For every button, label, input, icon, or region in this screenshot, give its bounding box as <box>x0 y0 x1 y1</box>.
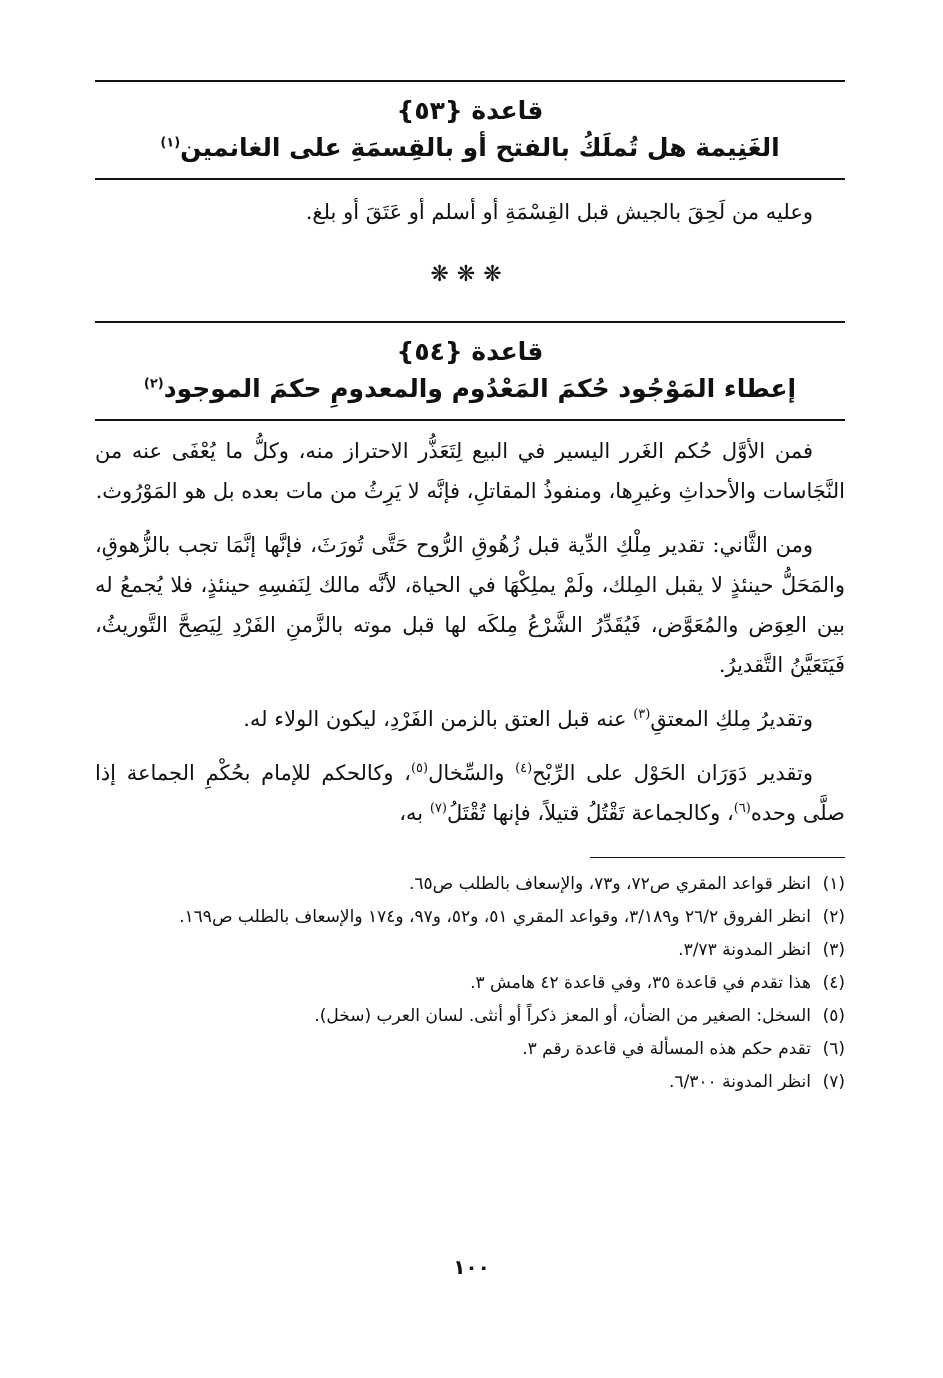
footnote-item <box>95 967 845 1000</box>
rule-54-label: قاعدة {٥٤} <box>396 337 544 366</box>
page-number: ١٠٠ <box>453 1255 490 1279</box>
footnote-text: تقدم حكم هذه المسألة في قاعدة رقم ٣. <box>522 1039 811 1059</box>
footnote-text: انظر قواعد المقري ص٧٢، و٧٣، والإسعاف بالطلب ص٦٥. <box>408 874 811 894</box>
footnote-item <box>95 1066 845 1099</box>
paragraph-third <box>95 699 845 739</box>
rule-53-title-text: الغَنِيمة هل تُملَكُ بالفتح أو بالقِسمَةِ على الغانمين <box>180 133 780 162</box>
footnote-ref-7: (٧) <box>429 801 447 816</box>
rule-53-title <box>95 128 845 168</box>
footnote-rule <box>590 857 845 858</box>
rule-54-footnote-ref: (٢) <box>143 376 164 392</box>
section-separator: ❋❋❋ <box>430 262 510 287</box>
paragraph-third-part-a: وتقديرُ مِلكِ المعتقِ <box>650 707 813 731</box>
paragraph-fourth-part-a: وتقدير دَوَرَان الحَوْل على الرِّبْح <box>532 761 813 785</box>
footnote-number: (١) <box>822 874 845 894</box>
rule-53-paragraph: وعليه من لَحِقَ بالجيش قبل القِسْمَةِ أو أسلم أو عَتَقَ أو بلغ. <box>305 200 813 224</box>
footnote-text: انظر المدونة ٦/٣٠٠. <box>669 1072 811 1092</box>
top-rule <box>95 80 845 82</box>
footnote-number: (٢) <box>822 907 845 927</box>
footnote-item <box>95 934 845 967</box>
footnote-item <box>95 1033 845 1066</box>
paragraph-second: ومن الثَّاني: تقدير مِلْكِ الدِّية قبل زُهُوقِ الرُّوح حَتَّى تُورَثَ، فإنَّها إنَّمَا تجب بالزُّهوقِ، والمَحَلُّ حينئذٍ لا يقبل المِلك، ولَمْ يملِكْهَا في الحياة، لأنَّه مالك لِنَفسِهِ حينئذٍ، فلا يُجمعُ له بين العِوَض والمُعَوَّض، فَيُقَدِّرُ الشَّرْعُ مِلكَه لها قبل موته بالزَّمنِ الفَرْدِ لِيَصِحَّ التَّوريثُ، فَيَتَعَيَّنُ التَّقديرُ. <box>95 533 845 677</box>
rule-53-label: قاعدة {٥٣} <box>396 96 544 125</box>
footnote-item <box>95 901 845 934</box>
paragraph-fourth <box>95 753 845 833</box>
footnote-number: (٦) <box>822 1039 845 1059</box>
paragraph-third-part-b: عنه قبل العتق بالزمن الفَرْدِ، ليكون الولاء له. <box>243 707 634 731</box>
rule-53-footnote-ref: (١) <box>160 135 181 151</box>
rule-53-bottom-rule <box>95 178 845 180</box>
footnote-number: (٧) <box>822 1072 845 1092</box>
paragraph-fourth-part-c: ، وكالحكم للإمام بحُكْمِ الجماعة إذا صلَّى وحده <box>95 761 845 825</box>
rule-54-title-text: إعطاء المَوْجُود حُكمَ المَعْدُوم والمعدومِ حكمَ الموجود <box>163 374 797 403</box>
footnote-ref-6: (٦) <box>733 801 751 816</box>
footnote-text: انظر المدونة ٣/٧٣. <box>678 940 811 960</box>
footnote-text: هذا تقدم في قاعدة ٣٥، وفي قاعدة ٤٢ هامش ٣. <box>470 973 811 993</box>
page-content <box>95 80 845 1099</box>
footnote-item <box>95 1000 845 1033</box>
footnote-number: (٤) <box>822 973 845 993</box>
footnote-ref-3: (٣) <box>633 707 651 722</box>
footnote-text: السخل: الصغير من الضأن، أو المعز ذكراً أو أنثى. لسان العرب (سخل). <box>314 1006 811 1026</box>
footnote-text: انظر الفروق ٢٦/٢ و٣/١٨٩، وقواعد المقري ٥١، و٥٢، و٩٧، و١٧٤ والإسعاف بالطلب ص١٦٩. <box>179 907 811 927</box>
footnote-number: (٥) <box>822 1006 845 1026</box>
paragraph-first: فمن الأوَّل حُكم الغَرر اليسير في البيع لِتَعَذُّر الاحتراز منه، وكلُّ ما يُعْفَى عنه من النَّجَاسات والأحداثِ وغيرِها، ومنفوذُ المقاتلِ، فإنَّه لا يَرِثُ من مات بعده بل هو المَوْرُوث. <box>95 439 845 503</box>
paragraph-fourth-part-d: ، وكالجماعة تَقْتُلُ قتيلاً، فإنها تُقْتَلُ <box>446 801 734 825</box>
footnotes <box>95 868 845 1099</box>
paragraph-fourth-part-b: والسِّخال <box>428 761 516 785</box>
footnote-ref-5: (٥) <box>410 761 429 776</box>
paragraph-fourth-part-e: به، <box>399 801 430 825</box>
footnote-ref-4: (٤) <box>515 761 533 776</box>
rule-54-title <box>95 369 845 409</box>
rule-54-top-rule <box>95 321 845 323</box>
footnote-item <box>95 868 845 901</box>
footnote-number: (٣) <box>822 940 845 960</box>
